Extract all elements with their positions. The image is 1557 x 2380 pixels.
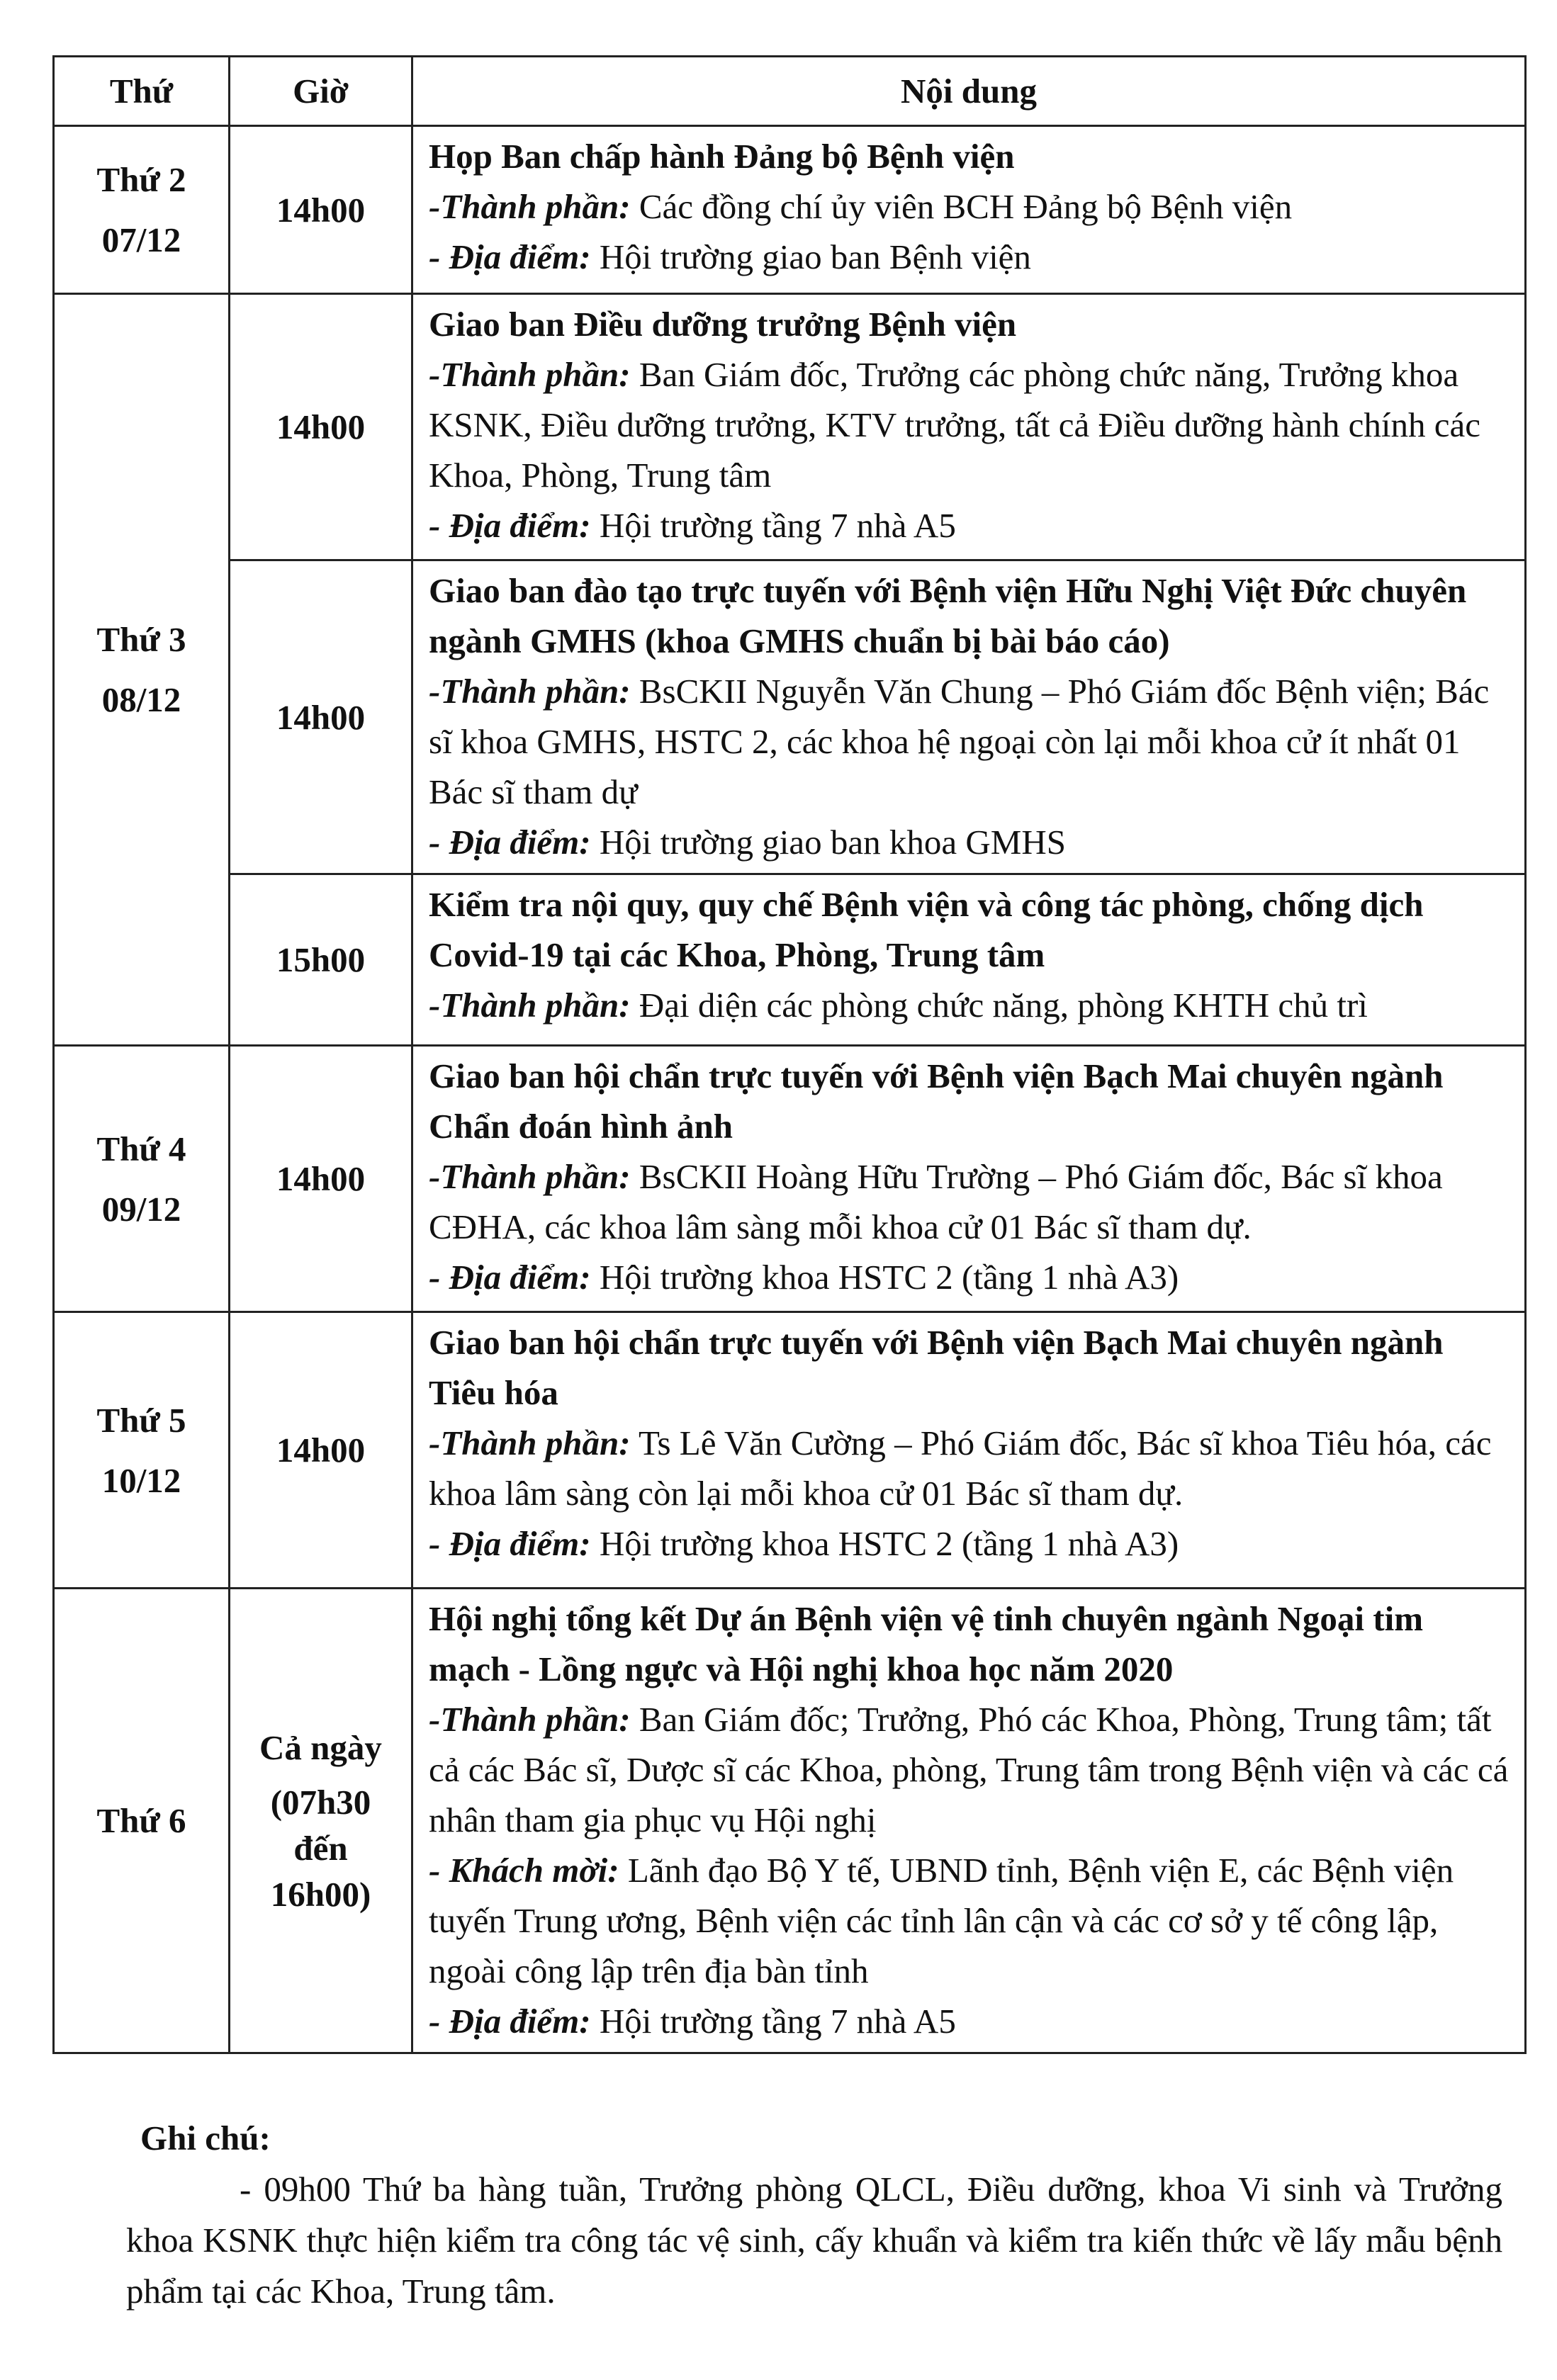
time-cell-all-day [230,1589,412,2053]
event-participants [429,1418,1510,1518]
participants-label: -Thành phần: [429,672,631,711]
time-cell: 14h00 [230,294,412,560]
event-location [429,817,1510,867]
day-cell-mon [54,126,230,294]
participants-text: Ban Giám đốc; Trưởng, Phó các Khoa, Phòng, Trung tâm; tất cả các Bác sĩ, Dược sĩ các Khoa, phòng, Trung tâm trong Bệnh viện và các cá nhân tham gia phục vụ Hội nghị [429,1700,1509,1839]
event-content [412,1046,1526,1312]
participants-label: -Thành phần: [429,355,631,394]
location-label: - Địa điểm: [429,1524,591,1563]
time-cell: 14h00 [230,560,412,874]
event-content [412,1312,1526,1589]
event-title: Họp Ban chấp hành Đảng bộ Bệnh viện [429,137,1015,176]
participants-label: -Thành phần: [429,187,631,226]
day-name: Thứ 3 [96,620,186,659]
header-content: Nội dung [412,57,1526,126]
time-cell: 14h00 [230,1312,412,1589]
table-row [54,1589,1526,2053]
time-main: Cả ngày [259,1727,382,1767]
day-cell-tue [54,294,230,1046]
event-content [412,1589,1526,2053]
day-date: 08/12 [101,680,181,719]
location-text: Hội trường giao ban khoa GMHS [590,823,1066,862]
location-label: - Địa điểm: [429,823,591,862]
event-participants [429,980,1510,1030]
event-participants [429,349,1510,500]
participants-label: -Thành phần: [429,1700,631,1739]
day-name: Thứ 4 [96,1129,186,1168]
event-participants [429,1694,1510,1845]
header-time: Giờ [230,57,412,126]
day-date: 07/12 [101,220,181,259]
event-title: Hội nghị tổng kết Dự án Bệnh viện vệ tinh chuyên ngành Ngoại tim mạch - Lồng ngực và Hội nghị khoa học năm 2020 [429,1599,1424,1688]
event-content [412,294,1526,560]
notes-title: Ghi chú: [140,2119,271,2158]
guests-text: Lãnh đạo Bộ Y tế, UBND tỉnh, Bệnh viện E, các Bệnh viện tuyến Trung ương, Bệnh viện các tỉnh lân cận và các cơ sở y tế công lập, ngoài công lập trên địa bàn tỉnh [429,1851,1454,1990]
day-date: 09/12 [101,1189,181,1229]
participants-label: -Thành phần: [429,1423,631,1462]
table-row [54,874,1526,1046]
participants-text: Ban Giám đốc, Trưởng các phòng chức năng, Trưởng khoa KSNK, Điều dưỡng trưởng, KTV trưởng, tất cả Điều dưỡng hành chính các Khoa, Phòng, Trung tâm [429,355,1481,495]
weekly-schedule-table [52,55,1527,2054]
day-cell-thu [54,1312,230,1589]
time-range-end: 16h00) [270,1874,371,1914]
day-date: 10/12 [101,1460,181,1500]
location-label: - Địa điểm: [429,1258,591,1297]
time-cell: 14h00 [230,126,412,294]
notes-section [128,2113,1502,2317]
time-range-start: (07h30 [270,1782,371,1822]
event-title: Giao ban hội chẩn trực tuyến với Bệnh viện Bạch Mai chuyên ngành Tiêu hóa [429,1323,1444,1412]
event-location [429,1252,1510,1302]
table-row [54,126,1526,294]
event-guests [429,1845,1510,1996]
day-name: Thứ 6 [96,1801,186,1840]
participants-text: BsCKII Nguyễn Văn Chung – Phó Giám đốc Bệnh viện; Bác sĩ khoa GMHS, HSTC 2, các khoa hệ ngoại còn lại mỗi khoa cử ít nhất 01 Bác sĩ tham dự [429,672,1490,811]
event-content [412,560,1526,874]
day-cell-fri [54,1589,230,2053]
event-title: Giao ban đào tạo trực tuyến với Bệnh viện Hữu Nghị Việt Đức chuyên ngành GMHS (khoa GMHS chuẩn bị bài báo cáo) [429,571,1467,660]
participants-label: -Thành phần: [429,986,631,1025]
participants-text: Ts Lê Văn Cường – Phó Giám đốc, Bác sĩ khoa Tiêu hóa, các khoa lâm sàng còn lại mỗi khoa cử 01 Bác sĩ tham dự. [429,1423,1492,1513]
time-cell: 15h00 [230,874,412,1046]
table-row [54,294,1526,560]
participants-text: Các đồng chí ủy viên BCH Đảng bộ Bệnh viện [630,187,1293,226]
notes-body: - 09h00 Thứ ba hàng tuần, Trưởng phòng QLCL, Điều dưỡng, khoa Vi sinh và Trưởng khoa KSNK thực hiện kiểm tra công tác vệ sinh, cấy khuẩn và kiểm tra kiến thức về lấy mẫu bệnh phẩm tại các Khoa, Trung tâm. [126,2170,1502,2311]
participants-label: -Thành phần: [429,1157,631,1196]
event-content [412,126,1526,294]
location-text: Hội trường khoa HSTC 2 (tầng 1 nhà A3) [590,1524,1179,1563]
event-participants [429,181,1510,232]
event-title: Kiểm tra nội quy, quy chế Bệnh viện và công tác phòng, chống dịch Covid-19 tại các Khoa, Phòng, Trung tâm [429,885,1424,974]
location-label: - Địa điểm: [429,506,591,545]
location-text: Hội trường khoa HSTC 2 (tầng 1 nhà A3) [590,1258,1179,1297]
time-cell: 14h00 [230,1046,412,1312]
day-cell-wed [54,1046,230,1312]
participants-text: Đại diện các phòng chức năng, phòng KHTH chủ trì [630,986,1368,1025]
event-location [429,1996,1510,2046]
table-row [54,560,1526,874]
event-location [429,1518,1510,1569]
time-range-sep: đến [293,1828,348,1868]
header-day: Thứ [54,57,230,126]
table-row [54,1312,1526,1589]
location-text: Hội trường tầng 7 nhà A5 [590,506,956,545]
event-participants [429,1151,1510,1252]
table-row [54,1046,1526,1312]
event-title: Giao ban Điều dưỡng trưởng Bệnh viện [429,305,1017,344]
event-title: Giao ban hội chẩn trực tuyến với Bệnh viện Bạch Mai chuyên ngành Chẩn đoán hình ảnh [429,1056,1444,1146]
location-text: Hội trường giao ban Bệnh viện [590,237,1031,276]
location-label: - Địa điểm: [429,237,591,276]
guests-label: - Khách mời: [429,1851,619,1890]
day-name: Thứ 5 [96,1400,186,1440]
location-label: - Địa điểm: [429,2002,591,2041]
participants-text: BsCKII Hoàng Hữu Trường – Phó Giám đốc, Bác sĩ khoa CĐHA, các khoa lâm sàng mỗi khoa cử 01 Bác sĩ tham dự. [429,1157,1443,1246]
event-content [412,874,1526,1046]
day-name: Thứ 2 [96,160,186,199]
event-location [429,232,1510,282]
event-location [429,500,1510,551]
event-participants [429,666,1510,817]
location-text: Hội trường tầng 7 nhà A5 [590,2002,956,2041]
table-header-row [54,57,1526,126]
